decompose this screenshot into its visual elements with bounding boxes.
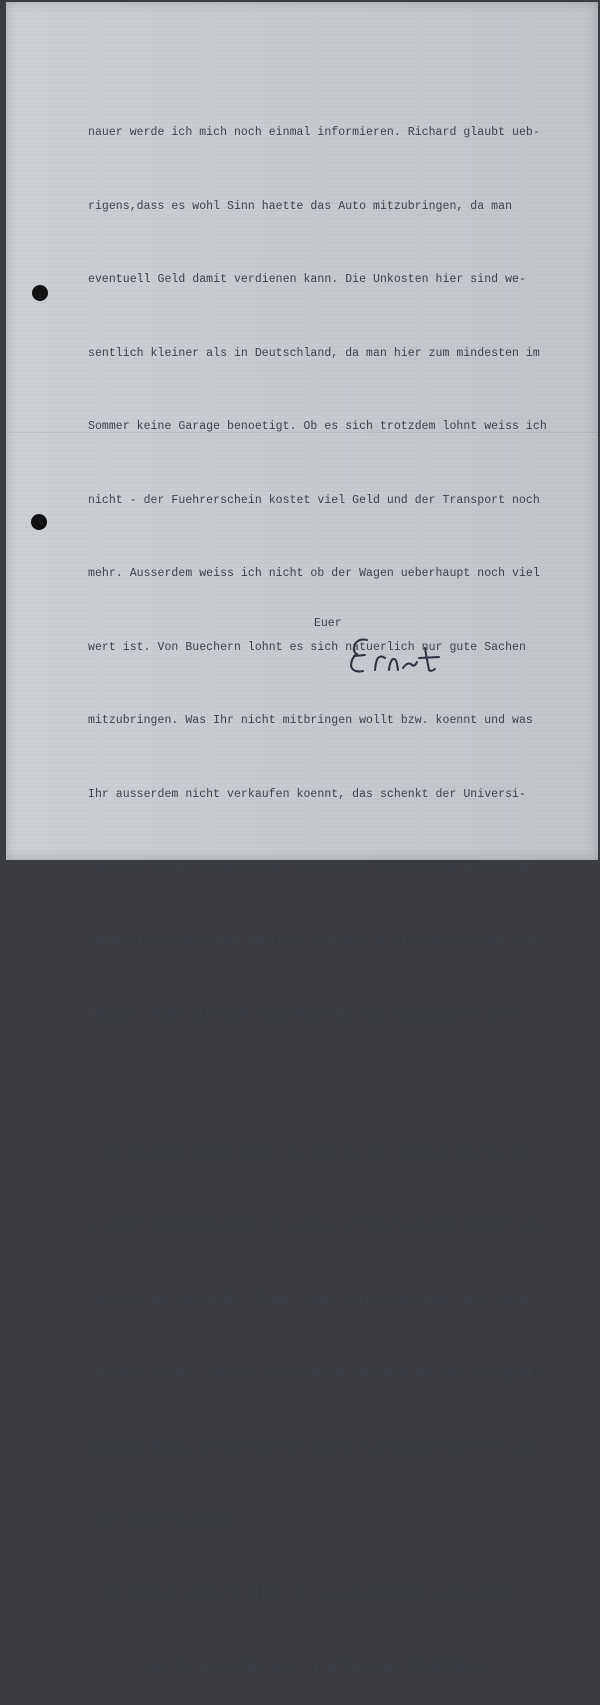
- text-line: eventuell Geld damit verdienen kann. Die Unkosten hier sind we-: [88, 273, 526, 286]
- text-line: Ihr ausserdem nicht verkaufen koennt, das schenkt der Universi-: [88, 787, 526, 801]
- text-line: Buecher, damit ich Euch raten kann was sich mitzubringen lohnt.: [88, 1008, 526, 1021]
- text-line: rigens,dass es wohl Sinn haette das Auto mitzubringen, da man: [88, 199, 513, 213]
- punch-hole: [31, 514, 47, 530]
- text-line: taetsbibliothek in Jerusalem, die soviel ich weiss in Koeln eine: [88, 861, 533, 874]
- text-line: ich auch so aus, nur ist es schade um das Geld das verloren geht.: [88, 1367, 540, 1380]
- text-line: Sommer keine Garage benoetigt. Ob es sich trotzdem lohnt weiss ich: [88, 420, 547, 433]
- text-line: mehr. Ausserdem weiss ich nicht ob der Wagen ueberhaupt noch viel: [88, 567, 540, 580]
- text-line: sentlich kleiner als in Deutschland, da man hier zum mindesten im: [88, 346, 540, 360]
- text-line: nauer werde ich mich noch einmal informieren. Richard glaubt ueb-: [88, 126, 540, 139]
- text-line: mitzubringen. Was Ihr nicht mitbringen wollt bzw. koennt und was: [88, 714, 533, 727]
- text-line: Sammelstelle hat. Wenn moeglich schickt mir eine Aufstellung aller: [88, 934, 547, 948]
- handwritten-signature: [345, 628, 465, 680]
- text-line: Von mir hier nichts Neues. Es geht mir gut und bin ich den Um-: [100, 1146, 531, 1160]
- letter-body: [88, 72, 568, 1705]
- text-line: wert ist. Von Buechern lohnt es sich natuerlich nur gute Sachen: [88, 640, 526, 654]
- closing-line: und den Wuenschen nach einem baldigen Wiedersehen: [146, 1661, 487, 1674]
- closing-line: Das waere fuer heute alles. Mit vielen Gruessen und Kuessen: [100, 1587, 511, 1601]
- text-line: Geld von der Haavarah - leider immer noch nicht mehr. Doch kaeme: [88, 1293, 533, 1307]
- text-line: Auch die 10 RM. von Grossmutter habe ich inzwischen erhalten und: [88, 1440, 533, 1454]
- text-line: danke vielmals dafuer.: [88, 1514, 241, 1527]
- text-line: staenden angemessen recht zufrieden. Anfang der Woche erhielt ich: [88, 1220, 540, 1233]
- text-line: nicht - der Fuehrerschein kostet viel Geld und der Transport noch: [88, 493, 540, 507]
- salutation: Euer: [314, 617, 342, 630]
- punch-hole: [32, 285, 48, 301]
